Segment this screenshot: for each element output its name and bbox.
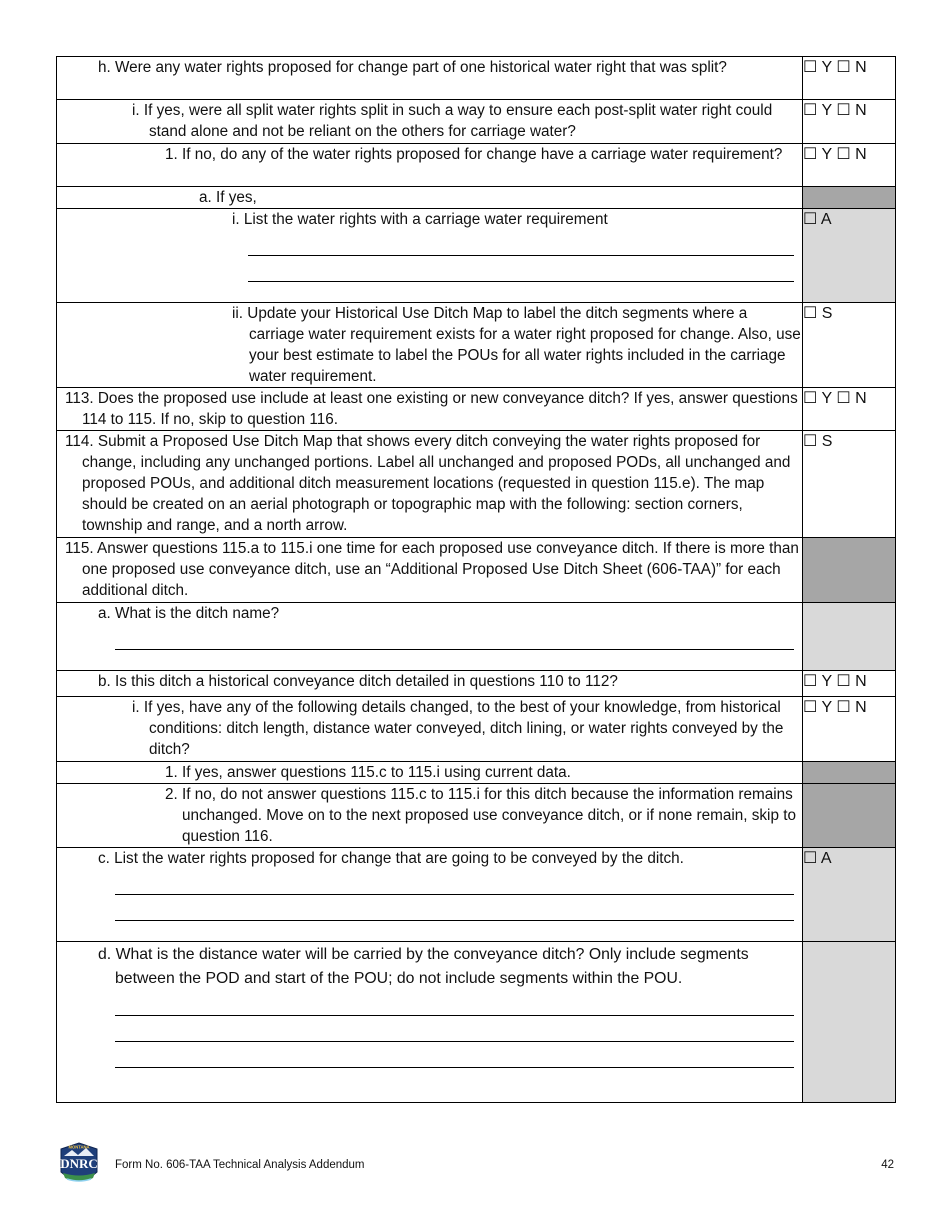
question-h-text: h. Were any water rights proposed for change part of one historical water right that was split? — [98, 59, 727, 76]
row-113 — [57, 388, 896, 431]
row-h-i-1-a-i — [57, 209, 896, 303]
row-115d — [57, 942, 896, 1103]
page-number: 42 — [881, 1159, 894, 1171]
question-115c-text: c. List the water rights proposed for change that are going to be conveyed by the ditch. — [98, 850, 684, 867]
submit-checkbox[interactable]: ☐ S — [803, 431, 896, 538]
shaded-cell — [803, 538, 896, 603]
row-115b-i-2 — [57, 784, 896, 848]
submit-checkbox[interactable]: ☐ S — [803, 303, 896, 388]
logo-text: DNRC — [60, 1156, 98, 1171]
answer-line[interactable] — [248, 230, 794, 256]
answer-lines[interactable] — [115, 869, 794, 921]
row-h-i — [57, 100, 896, 144]
question-114-text: 114. Submit a Proposed Use Ditch Map that shows every ditch conveying the water rights proposed for change, including any unchanged portions. Label all unchanged and proposed PODs, all unchanged and proposed POUs, and additional ditch measurement locations (requested in question 115.e). The map should be created on an aerial photograph or topographic map with the following: section corners, township and range, and a north arrow. — [65, 433, 791, 534]
question-113-text: 113. Does the proposed use include at least one existing or new conveyance ditch? If yes, answer questions 114 to 115. If no, skip to question 116. — [65, 390, 798, 428]
question-115-text: 115. Answer questions 115.a to 115.i one time for each proposed use conveyance ditch. If there is more than one proposed use conveyance ditch, use an “Additional Proposed Use Ditch Sheet (606-TAA)” for each additional ditch. — [65, 540, 799, 599]
question-115b-i-2-text: 2. If no, do not answer questions 115.c to 115.i for this ditch because the information remains unchanged. Move on to the next proposed use conveyance ditch, or if none remain, skip to question 116. — [165, 786, 796, 845]
shaded-cell — [803, 187, 896, 209]
shaded-cell — [803, 603, 896, 671]
attach-checkbox[interactable]: ☐ A — [803, 848, 896, 942]
answer-line[interactable] — [115, 624, 794, 650]
answer-lines[interactable] — [115, 990, 794, 1068]
answer-line[interactable] — [115, 1016, 794, 1042]
row-h — [57, 57, 896, 100]
answer-line[interactable] — [115, 990, 794, 1016]
form-name: Form No. 606-TAA Technical Analysis Addendum — [115, 1159, 365, 1171]
row-h-i-1-a — [57, 187, 896, 209]
question-h-i-1-a-text: a. If yes, — [199, 189, 257, 206]
answer-h-i-1-yes-no[interactable]: ☐ Y ☐ N — [803, 144, 896, 187]
question-h-i-text: i. If yes, were all split water rights split in such a way to ensure each post-split water right could stand alone and not be reliant on the others for carriage water? — [132, 102, 773, 140]
question-115d-text: d. What is the distance water will be carried by the conveyance ditch? Only include segments between the POD and start of the POU; do not include segments within the POU. — [98, 946, 749, 987]
answer-h-i-yes-no[interactable]: ☐ Y ☐ N — [803, 100, 896, 144]
row-115c — [57, 848, 896, 942]
row-114 — [57, 431, 896, 538]
answer-h-yes-no[interactable]: ☐ Y ☐ N — [803, 57, 896, 100]
answer-lines[interactable] — [248, 230, 794, 282]
row-h-i-1 — [57, 144, 896, 187]
answer-113-yes-no[interactable]: ☐ Y ☐ N — [803, 388, 896, 431]
shaded-cell — [803, 784, 896, 848]
dnrc-logo — [55, 1142, 103, 1188]
logo-state-text: MONTANA — [68, 1144, 90, 1150]
question-115a-text: a. What is the ditch name? — [98, 605, 280, 622]
shaded-cell — [803, 942, 896, 1103]
question-h-i-1-a-i-text: i. List the water rights with a carriage water requirement — [232, 211, 608, 228]
answer-115b-yes-no[interactable]: ☐ Y ☐ N — [803, 671, 896, 697]
answer-115b-i-yes-no[interactable]: ☐ Y ☐ N — [803, 697, 896, 762]
row-115 — [57, 538, 896, 603]
answer-line[interactable] — [115, 869, 794, 895]
question-115b-i-text: i. If yes, have any of the following details changed, to the best of your knowledge, from historical conditions: ditch length, distance water conveyed, ditch lining, or water rights conveyed by the ditch? — [132, 699, 784, 758]
attach-checkbox[interactable]: ☐ A — [803, 209, 896, 303]
question-h-i-1-a-ii-text: ii. Update your Historical Use Ditch Map to label the ditch segments where a carriage water requirement exists for a water right proposed for change. Also, use your best estimate to label the POUs for all water rights included in the carriage water requirement. — [232, 305, 801, 385]
shaded-cell — [803, 762, 896, 784]
question-115b-text: b. Is this ditch a historical conveyance ditch detailed in questions 110 to 112? — [98, 673, 618, 690]
answer-line[interactable] — [115, 1042, 794, 1068]
question-h-i-1-text: 1. If no, do any of the water rights proposed for change have a carriage water requirement? — [165, 146, 783, 163]
row-115a — [57, 603, 896, 671]
row-115b-i — [57, 697, 896, 762]
answer-line[interactable] — [248, 256, 794, 282]
questionnaire-table — [56, 56, 896, 1103]
answer-lines[interactable] — [115, 624, 794, 650]
question-115b-i-1-text: 1. If yes, answer questions 115.c to 115.i using current data. — [165, 764, 571, 781]
answer-line[interactable] — [115, 895, 794, 921]
row-115b-i-1 — [57, 762, 896, 784]
row-h-i-1-a-ii — [57, 303, 896, 388]
row-115b — [57, 671, 896, 697]
